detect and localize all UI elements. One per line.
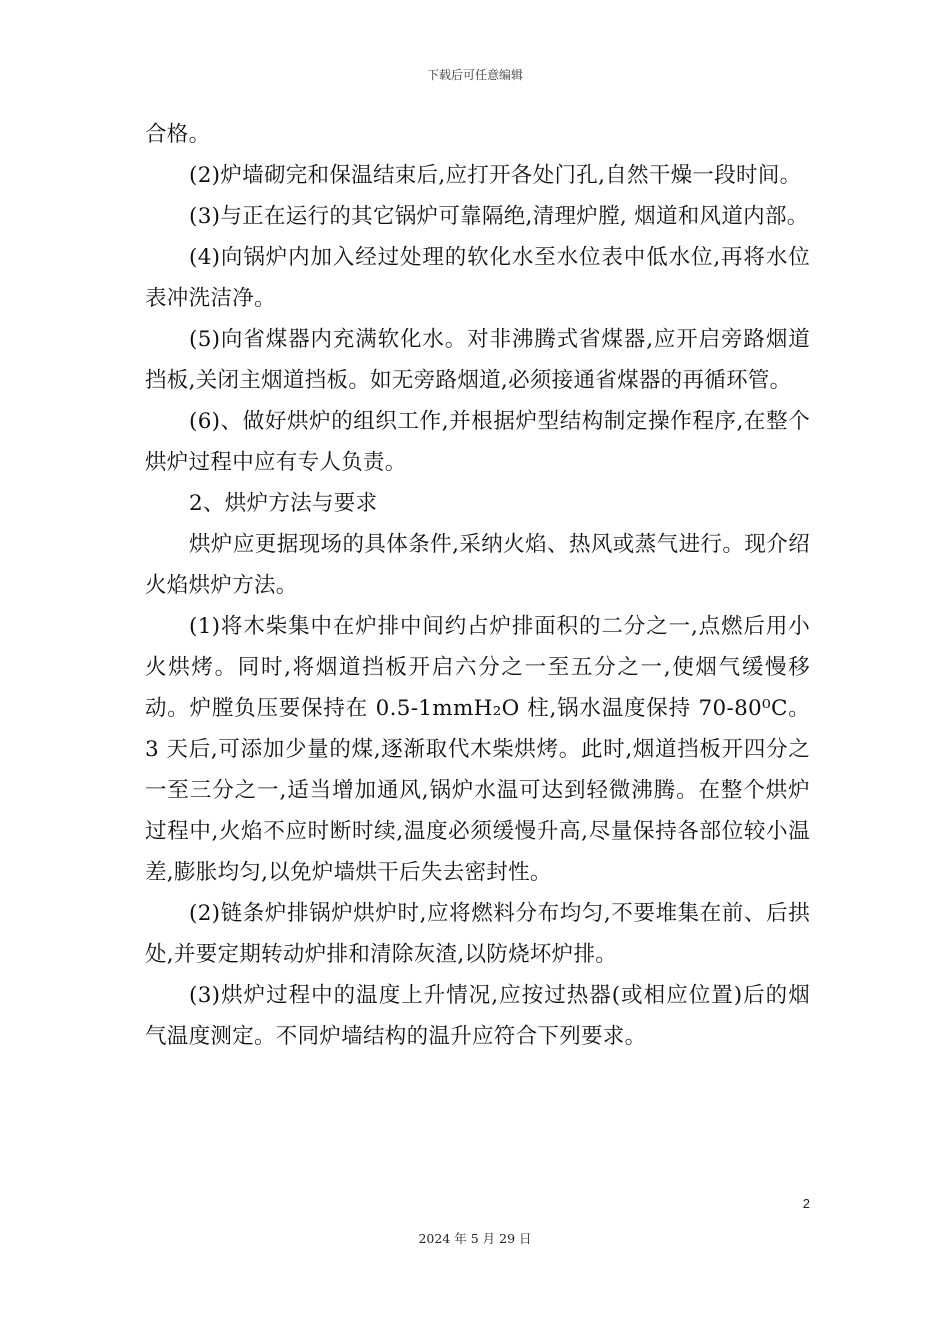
paragraph: (2)链条炉排锅炉烘炉时,应将燃料分布均匀,不要堆集在前、后拱处,并要定期转动炉排和清除灰渣,以防烧坏炉排。 xyxy=(145,901,810,967)
paragraph: 合格。 xyxy=(145,122,211,147)
paragraph: (1)将木柴集中在炉排中间约占炉排面积的二分之一,点燃后用小火烘烤。同时,将烟道挡板开启六分之一至五分之一,使烟气缓慢移动。炉膛负压要保持在 0.5-1mmH₂O 柱,锅水温度保持 70-80⁰C。3 天后,可添加少量的煤,逐渐取代木柴烘烤。此时,烟道挡板开四分之一至三分之一,适当增加通风,锅炉水温可达到轻微沸腾。在整个烘炉过程中,火焰不应时断时续,温度必须缓慢升高,尽量保持各部位较小温差,膨胀均匀,以免炉墙烘干后失去密封性。 xyxy=(145,614,810,885)
paragraph: (3)与正在运行的其它锅炉可靠隔绝,清理炉膛, 烟道和风道内部。 xyxy=(189,204,809,229)
paragraph: 烘炉应更据现场的具体条件,采纳火焰、热风或蒸气进行。现介绍火焰烘炉方法。 xyxy=(145,532,810,598)
paragraph: (3)烘炉过程中的温度上升情况,应按过热器(或相应位置)后的烟气温度测定。不同炉墙结构的温升应符合下列要求。 xyxy=(145,983,810,1049)
page-number: 2 xyxy=(802,1196,810,1211)
body-text xyxy=(145,114,810,1057)
paragraph: (6)、做好烘炉的组织工作,并根据炉型结构制定操作程序,在整个烘炉过程中应有专人负责。 xyxy=(145,409,810,475)
paragraph: (2)炉墙砌完和保温结束后,应打开各处门孔,自然干燥一段时间。 xyxy=(189,163,802,188)
paragraph: (4)向锅炉内加入经过处理的软化水至水位表中低水位,再将水位表冲洗洁净。 xyxy=(145,245,810,311)
page-header: 下载后可任意编辑 xyxy=(426,68,523,82)
section-heading: 2、烘炉方法与要求 xyxy=(189,491,378,516)
page-footer-date: 2024 年 5 月 29 日 xyxy=(418,1231,532,1246)
paragraph: (5)向省煤器内充满软化水。对非沸腾式省煤器,应开启旁路烟道挡板,关闭主烟道挡板。如无旁路烟道,必须接通省煤器的再循环管。 xyxy=(145,327,810,393)
